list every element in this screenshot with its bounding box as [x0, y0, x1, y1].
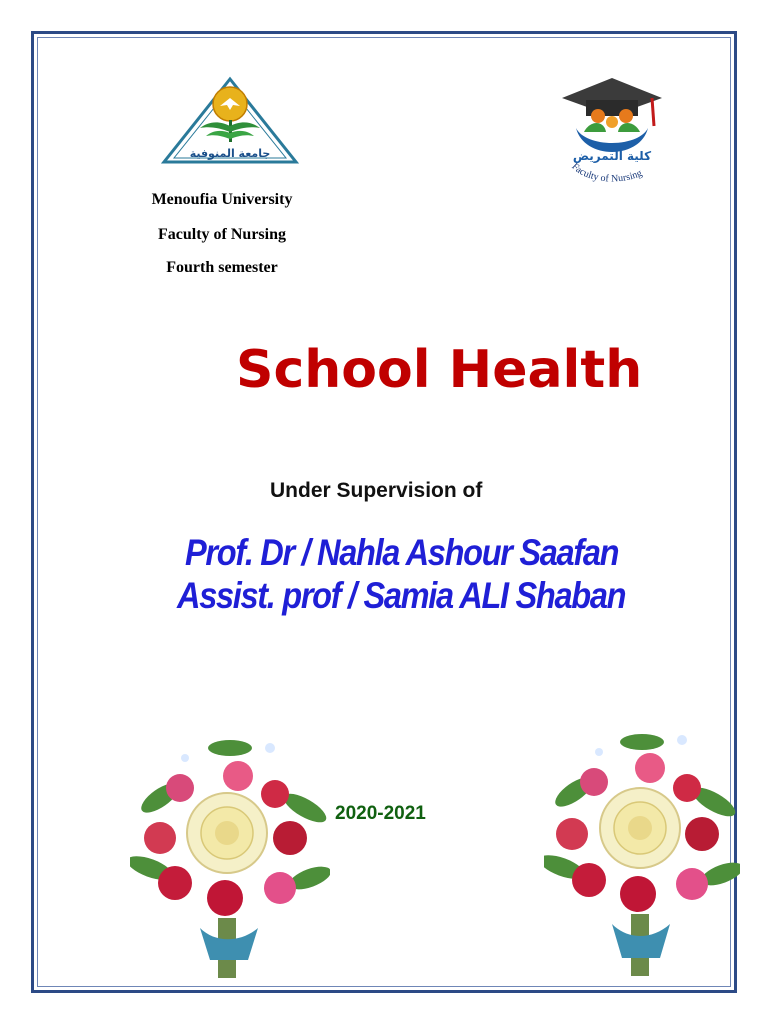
supervision-label: Under Supervision of — [270, 479, 483, 502]
supervisor-1: Prof. Dr / Nahla Ashour Saafan — [185, 532, 619, 573]
faculty-logo-english: Faculty of Nursing — [569, 161, 644, 185]
supervisor-2: Assist. prof / Samia ALI Shaban — [177, 575, 626, 616]
university-logo-text: جامعة المنوفية — [189, 147, 271, 160]
flower-bouquet-right-image — [544, 722, 740, 996]
faculty-name: Faculty of Nursing — [158, 226, 286, 243]
flower-bouquet-left-image — [130, 728, 330, 996]
faculty-of-nursing-logo — [556, 76, 668, 188]
faculty-logo-arabic: كلية التمريض — [572, 149, 652, 163]
academic-year: 2020-2021 — [335, 803, 426, 824]
menoufia-university-logo — [160, 76, 300, 168]
document-title: School Health — [236, 340, 643, 400]
semester-label: Fourth semester — [166, 259, 278, 276]
university-name: Menoufia University — [151, 191, 293, 208]
